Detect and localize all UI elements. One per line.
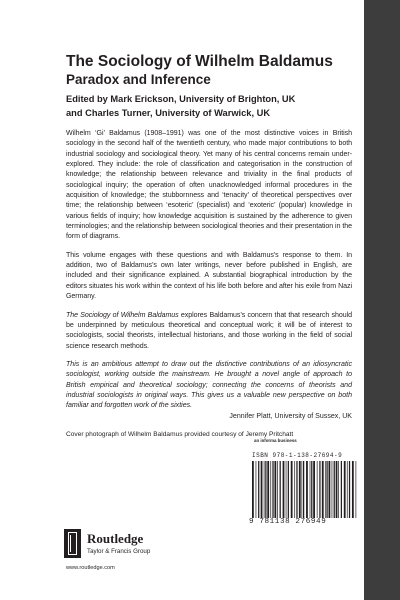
editors [66,93,352,120]
informa-imprint: an informa business [254,438,297,443]
endorsement [66,360,352,422]
endorsement-text: This is an ambitious attempt to draw out the distinctive contributions of an idiosyncratic sociologist, working outside the mainstream. He brought a novel angle of approach to British empirical and theoretical sociology; connecting the concerns of theorists and industrial sociologists in original ways. This gives us a valuable new perspective on both familiar and forgotten work of the sixties. [66,360,352,410]
book-title: The Sociology of Wilhelm Baldamus [66,53,333,70]
barcode [249,461,359,524]
routledge-mark-icon [64,529,81,558]
blurb-paragraph-3 [66,311,352,352]
endorsement-attribution: Jennifer Platt, University of Sussex, UK [229,412,352,420]
barcode-digits: 9 781138 276949 [249,518,359,526]
blurb-paragraph-2: This volume engages with these questions and with Baldamus’s response to them. In addition, two of Baldamus’s own later writings, never before published in English, are included and their significance explained. A substantial biographical introduction by the editors situates his work within the context of his life both before and after his exile from Nazi Germany. [66,251,352,301]
cover-credit: Cover photograph of Wilhelm Baldamus provided courtesy of Jeremy Pritchatt [66,430,294,438]
book-subtitle: Paradox and Inference [66,72,211,87]
editor-line-2: and Charles Turner, University of Warwick, UK [66,107,271,118]
publisher-name: Routledge [87,531,144,546]
book-title-italic: The Sociology of Wilhelm Baldamus [66,311,179,319]
spine-band [364,0,400,600]
blurb-paragraph-1: Wilhelm ‘Gi’ Baldamus (1908–1991) was one of the most distinctive voices in British sociology in the second half of the twentieth century, who made major contributions to both industrial sociology and sociological theory. Yet many of his central concerns remain under-explored. They include: the role of classification and categorisation in the construction of knowledge; the relationship between relevance and triviality in the final products of sociological inquiry; the operation of often unacknowledged informal procedures in the acquisition of knowledge; the stubbornness and ‘tenacity’ of theoretical perspectives over time; the relationship between ‘esoteric’ (specialist) and ‘exoteric’ (popular) knowledge in various fields of inquiry; how knowledge acquisition is sustained by the adherence to given terminologies; and the relationship between sociological theories and their presentation in the form of diagrams. [66,130,352,241]
blurb-paragraph-3-text: explores Baldamus’s concern that that research should be underpinned by meticulous theoretical and conceptual work; it will be of interest to sociologists, social theorists, intellectual historians, and those working in the field of social science research methods. [66,311,352,350]
publisher-website: www.routledge.com [66,565,115,571]
publisher-group: Taylor & Francis Group [87,548,151,555]
back-cover-content [66,52,352,439]
editor-line-1: Edited by Mark Erickson, University of Brighton, UK [66,94,296,104]
isbn: ISBN 978-1-138-27694-9 [252,452,343,459]
